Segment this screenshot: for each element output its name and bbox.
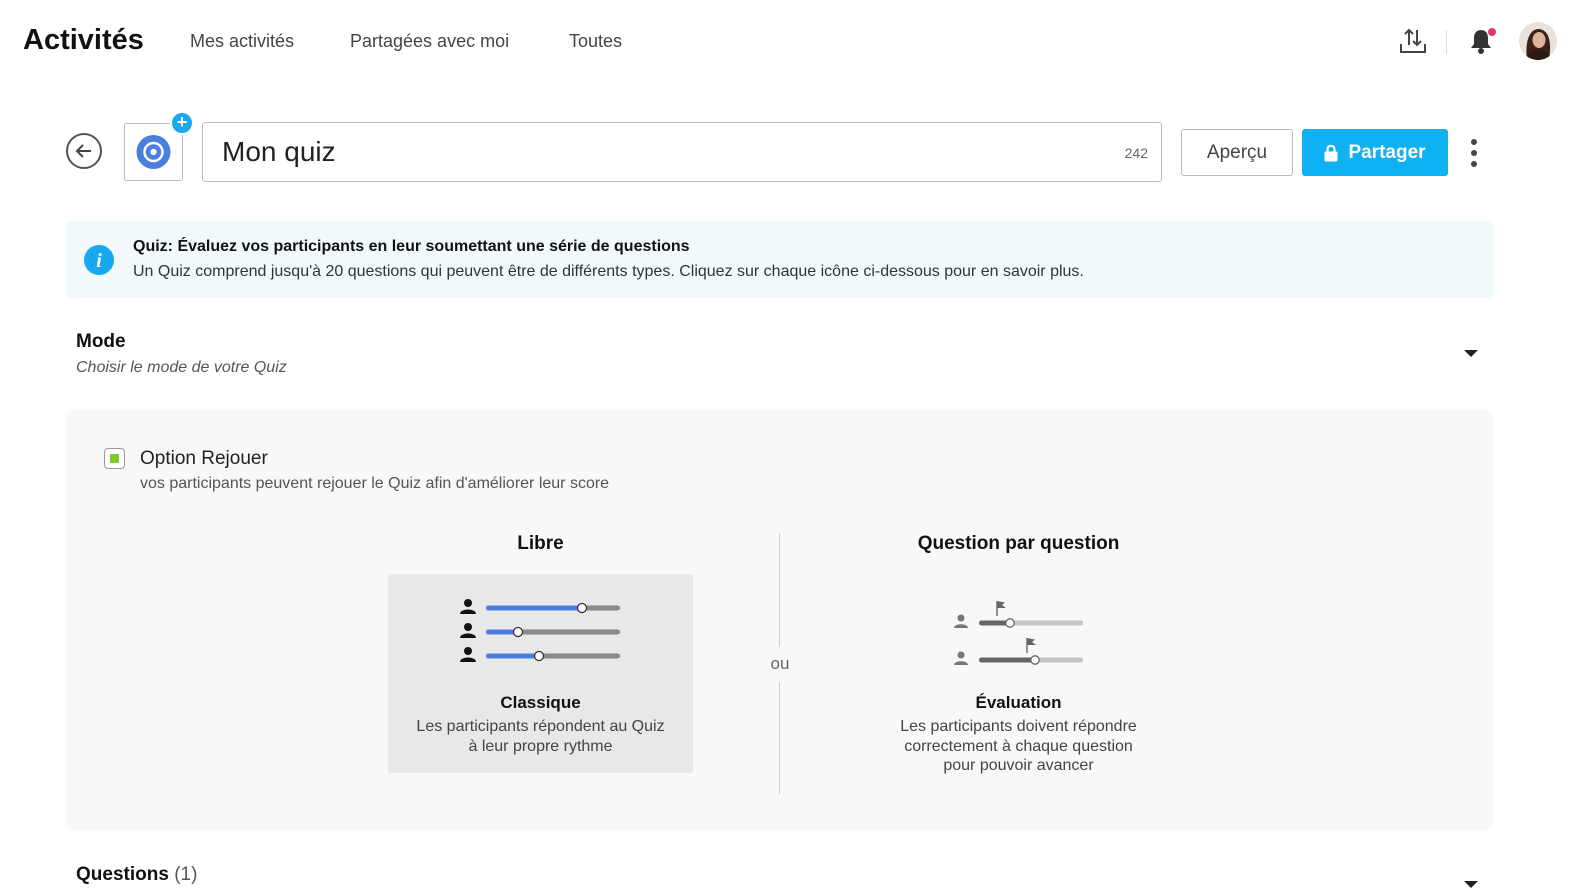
or-separator: ou [770, 654, 790, 673]
preview-button[interactable]: Aperçu [1181, 129, 1293, 176]
nav-all[interactable]: Toutes [569, 31, 623, 51]
evaluation-desc-line: correctement à chaque question [904, 737, 1133, 755]
classique-description [388, 717, 693, 756]
questions-label: Questions [76, 864, 169, 885]
title-field [202, 122, 1162, 182]
caret-down-icon[interactable] [1463, 349, 1479, 359]
caret-down-icon[interactable] [1463, 880, 1479, 890]
share-label: Partager [1348, 141, 1426, 163]
lock-icon [1324, 144, 1338, 162]
replay-description: vos participants peuvent rejouer le Quiz afin d'améliorer leur score [140, 475, 610, 492]
info-text: Un Quiz comprend jusqu'à 20 questions qui peuvent être de différents types. Cliquez sur chaque icône ci-dessous pour en savoir plus. [133, 263, 1084, 280]
questions-header[interactable] [76, 864, 197, 886]
app-title: Activités [23, 24, 144, 56]
add-type-button[interactable]: + [170, 111, 194, 135]
arrow-left-icon [68, 135, 100, 167]
notification-dot [1487, 27, 1497, 37]
qpq-heading: Question par question [917, 533, 1120, 554]
back-button[interactable] [66, 133, 102, 169]
title-input[interactable] [222, 123, 1082, 181]
nav-my-activities[interactable]: Mes activités [190, 31, 295, 51]
evaluation-progress-icon [866, 574, 1171, 674]
svg-text:i: i [96, 250, 102, 272]
classique-desc-line: Les participants répondent au Quiz [416, 718, 665, 735]
questions-count: (1) [174, 864, 198, 885]
top-bar [0, 0, 1582, 82]
replay-label: Option Rejouer [140, 448, 268, 469]
mode-panel [66, 410, 1493, 830]
nav-shared-with-me[interactable]: Partagées avec moi [350, 31, 510, 51]
replay-checkbox[interactable] [104, 448, 125, 469]
info-title: Quiz: Évaluez vos participants en leur soumettant une série de questions [133, 238, 690, 255]
toolbar-separator [1446, 30, 1447, 54]
classique-title: Classique [500, 693, 581, 712]
info-icon [83, 244, 115, 276]
divider [779, 682, 780, 794]
divider [779, 533, 780, 647]
share-button[interactable] [1302, 129, 1448, 176]
char-count: 242 [1124, 145, 1148, 161]
mode-subtitle: Choisir le mode de votre Quiz [76, 359, 287, 376]
evaluation-title: Évaluation [975, 693, 1062, 712]
mode-card-evaluation[interactable] [866, 574, 1171, 773]
info-banner [66, 221, 1493, 298]
upload-icon[interactable] [1398, 26, 1428, 56]
evaluation-desc-line: Les participants doivent répondre [900, 718, 1137, 735]
mode-card-classique[interactable] [388, 574, 693, 773]
more-options-icon[interactable] [1464, 138, 1484, 168]
classic-progress-icon [388, 574, 693, 674]
evaluation-desc-line: pour pouvoir avancer [943, 757, 1094, 774]
classique-desc-line: à leur propre rythme [468, 737, 613, 755]
mode-title: Mode [76, 331, 126, 352]
libre-heading: Libre [517, 533, 564, 554]
avatar[interactable] [1519, 22, 1557, 60]
evaluation-description [866, 717, 1171, 776]
